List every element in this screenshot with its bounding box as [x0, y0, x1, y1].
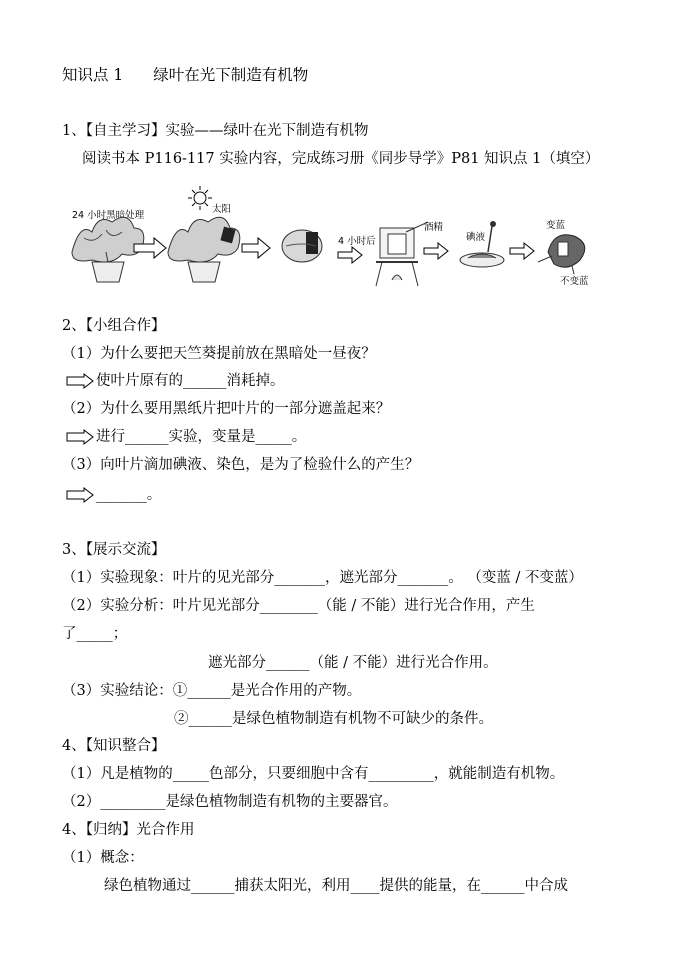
- conclusion-line-1: （3）实验结论：①______是光合作用的产物。: [62, 683, 362, 699]
- answer-2-text: 进行______实验，变量是_____。: [96, 429, 307, 445]
- question-1: （1）为什么要把天竺葵提前放在黑暗处一昼夜？: [62, 346, 376, 362]
- concept-label: （1）概念：: [62, 850, 144, 866]
- experiment-procedure-figure: [62, 182, 622, 294]
- analysis-line-continued: 了_____；: [62, 626, 128, 642]
- answer-line-3: [66, 486, 161, 504]
- sun-icon: [188, 186, 212, 210]
- arrow-3: [338, 247, 362, 263]
- label-alcohol: 酒精: [424, 222, 444, 233]
- alcohol-bath-apparatus: [376, 222, 428, 286]
- question-3: （3）向叶片滴加碘液、染色，是为了检验什么的产生？: [62, 457, 420, 473]
- arrow-5: [510, 243, 534, 259]
- concept-definition: 绿色植物通过______捕获太阳光，利用____提供的能量，在______中合成: [104, 878, 568, 894]
- label-iodine: 碘液: [466, 232, 486, 243]
- section2-title: 2、【小组合作】: [62, 318, 166, 334]
- stained-leaf: [538, 235, 585, 274]
- integration-line-2: （2）_________是绿色植物制造有机物的主要器官。: [62, 794, 398, 810]
- arrow-right-icon: [66, 429, 94, 445]
- iodine-dish: [460, 221, 504, 267]
- answer-line-1: [66, 372, 285, 390]
- arrow-right-icon: [66, 487, 94, 503]
- single-leaf-covered: [282, 230, 322, 262]
- analysis-shaded-line: 遮光部分______（能 / 不能）进行光合作用。: [208, 655, 498, 671]
- arrow-2: [242, 238, 270, 258]
- observation-line: （1）实验现象：叶片的见光部分_______，遮光部分_______。 （变蓝 / 不变蓝）: [62, 570, 583, 586]
- arrow-right-icon: [66, 373, 94, 389]
- conclusion-line-2: ②______是绿色植物制造有机物不可缺少的条件。: [174, 711, 493, 727]
- experiment-diagram: [62, 182, 622, 294]
- label-sun: 太阳: [212, 204, 232, 215]
- question-2: （2）为什么要用黑纸片把叶片的一部分遮盖起来？: [62, 401, 391, 417]
- section4-title: 4、【知识整合】: [62, 738, 166, 754]
- knowledge-point-number: 知识点 1: [62, 66, 124, 84]
- potted-plant-dark: [72, 217, 144, 282]
- answer-1-text: 使叶片原有的______消耗掉。: [96, 373, 285, 389]
- knowledge-point-heading: [62, 66, 308, 84]
- label-turns-blue: 变蓝: [546, 220, 566, 231]
- answer-3-text: _______。: [96, 487, 162, 503]
- section5-title: 4、【归纳】光合作用: [62, 822, 195, 838]
- section3-title: 3、【展示交流】: [62, 542, 166, 558]
- section1-title: 1、【自主学习】实验——绿叶在光下制造有机物: [62, 123, 369, 139]
- section1-instruction: 阅读书本 P116-117 实验内容，完成练习册《同步导学》P81 知识点 1（填空）: [82, 151, 600, 167]
- label-four-hours: 4 小时后: [338, 236, 376, 247]
- integration-line-1: （1）凡是植物的_____色部分，只要细胞中含有_________，就能制造有机物。: [62, 766, 565, 782]
- potted-plant-covered: [168, 217, 240, 282]
- label-not-blue: 不变蓝: [560, 276, 589, 287]
- arrow-4: [424, 243, 448, 259]
- answer-line-2: [66, 428, 306, 446]
- knowledge-point-title: 绿叶在光下制造有机物: [153, 66, 309, 84]
- analysis-line: （2）实验分析：叶片见光部分________（能 / 不能）进行光合作用，产生: [62, 598, 535, 614]
- label-dark-treatment: 24 小时黑暗处理: [72, 210, 145, 221]
